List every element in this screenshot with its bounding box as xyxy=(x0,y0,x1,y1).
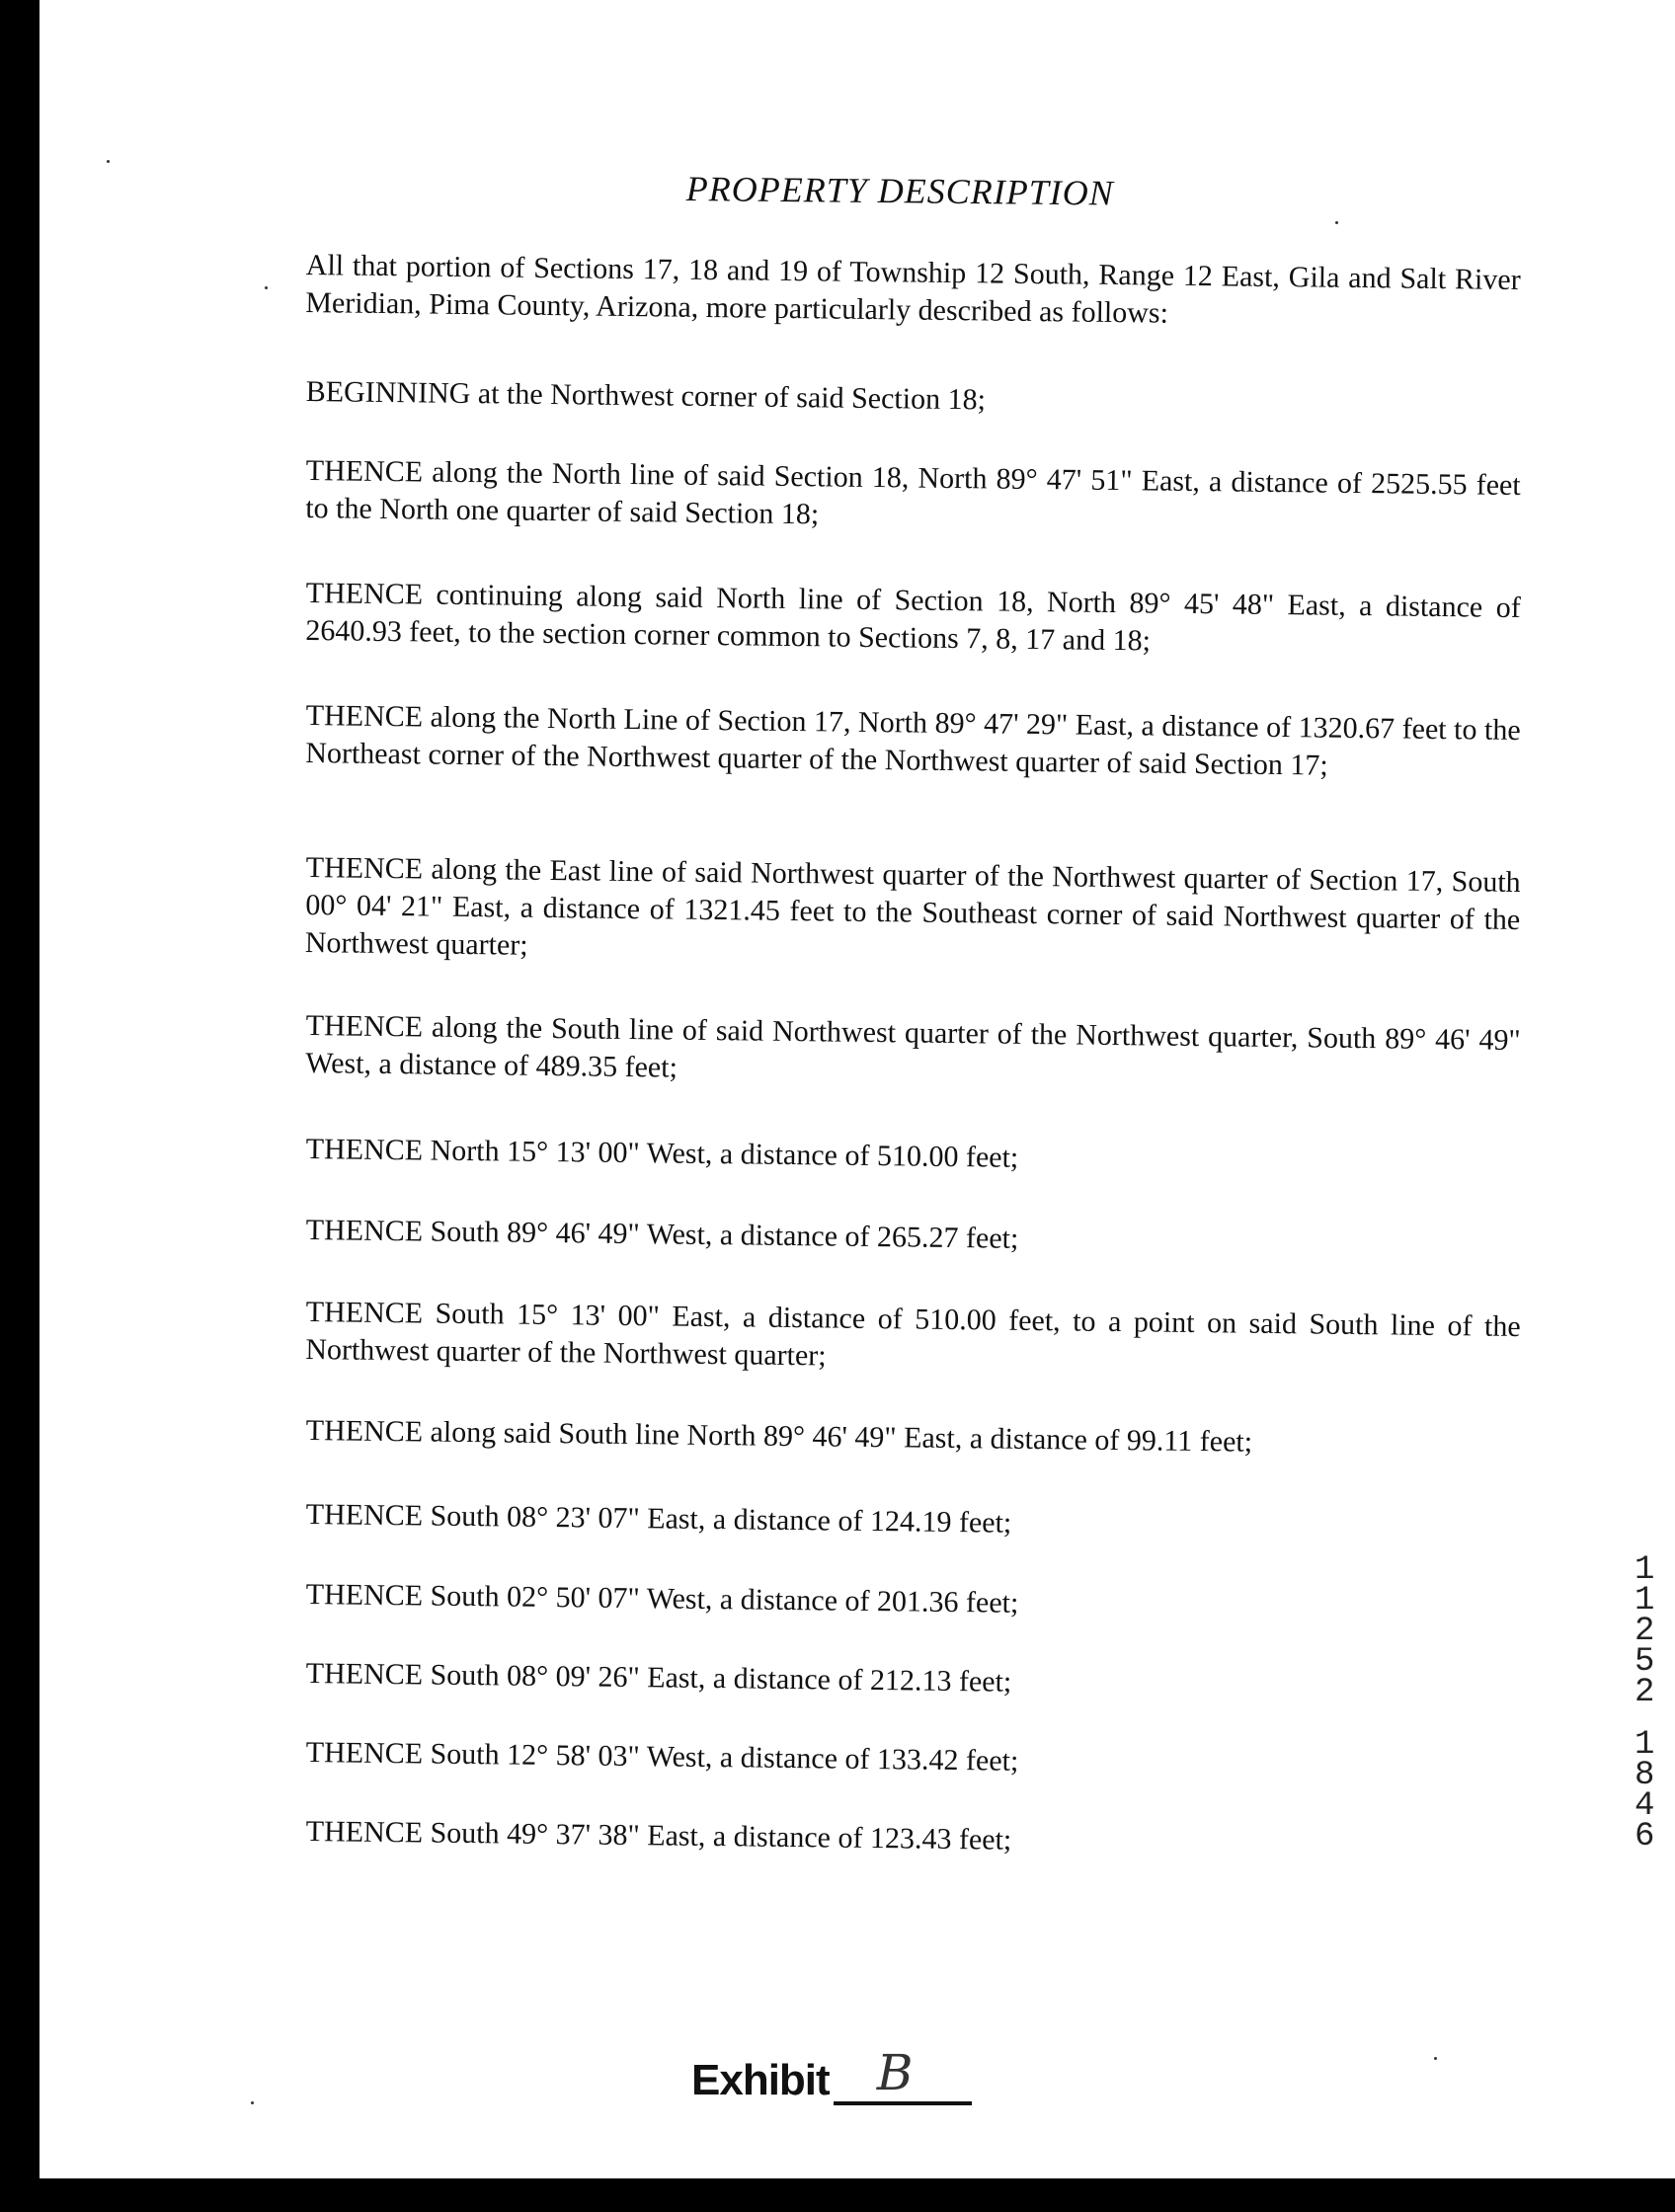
recording-stamp xyxy=(1635,1551,1664,1856)
paragraph-course: THENCE along the North line of said Section 18, North 89° 47' 51" East, a distance of 2525.55 feet to the North one quarter of said Section 18; xyxy=(305,453,1521,531)
paragraph-course: THENCE South 89° 46' 49" West, a distance of 265.27 feet; xyxy=(305,1213,1019,1255)
scan-left-edge xyxy=(0,0,40,2212)
paragraph-course: THENCE South 08° 09' 26" East, a distance of 212.13 feet; xyxy=(305,1656,1012,1698)
exhibit-handwritten-value: B xyxy=(876,2044,913,2101)
scan-speck xyxy=(1335,221,1338,224)
paragraph-course: THENCE South 15° 13' 00" East, a distance of 510.00 feet, to a point on said South line of the Northwest quarter of the Northwest quarter; xyxy=(305,1295,1521,1373)
scan-speck xyxy=(107,160,110,163)
paragraph-course: THENCE continuing along said North line of Section 18, North 89° 45' 48" East, a distance of 2640.93 feet, to the section corner common to Sections 7, 8, 17 and 18; xyxy=(305,576,1521,658)
exhibit-label: Exhibit xyxy=(691,2056,830,2104)
scan-bottom-edge xyxy=(0,2178,1675,2212)
paragraph-course: THENCE along said South line North 89° 46' 49" East, a distance of 99.11 feet; xyxy=(305,1413,1253,1459)
paragraph-intro: All that portion of Sections 17, 18 and 19 of Township 12 South, Range 12 East, Gila and Salt River Meridian, Pima County, Arizona, more particularly described as follows: xyxy=(305,248,1521,330)
paragraph-course: THENCE along the East line of said Northwest quarter of the Northwest quarter of Section 17, South 00° 04' 21" East, a distance of 1321.45 feet to the Southeast corner of said Northwest quarter of the Northwest quarter; xyxy=(304,850,1521,962)
scan-speck xyxy=(251,2101,254,2104)
recording-stamp-page: 1846 xyxy=(1635,1726,1655,1856)
scan-speck xyxy=(1434,2057,1437,2060)
paragraph-course: THENCE North 15° 13' 00" West, a distance of 510.00 feet; xyxy=(305,1132,1019,1174)
paragraph-course: THENCE South 49° 37' 38" East, a distance of 123.43 feet; xyxy=(305,1814,1012,1856)
paragraph-beginning: BEGINNING at the Northwest corner of said Section 18; xyxy=(305,374,987,417)
paragraph-course: THENCE along the South line of said Northwest quarter of the Northwest quarter, South 89° 46' 49" West, a distance of 489.35 feet; xyxy=(305,1008,1521,1084)
exhibit-label-block xyxy=(691,2044,972,2105)
exhibit-blank-line xyxy=(834,2044,972,2105)
scan-speck xyxy=(265,286,268,289)
paragraph-course: THENCE along the North Line of Section 17, North 89° 47' 29" East, a distance of 1320.67 feet to the Northeast corner of the Northwest quarter of the Northwest quarter of said Section 17; xyxy=(305,698,1521,782)
recording-stamp-docket: 11252 xyxy=(1635,1551,1655,1711)
page-title: PROPERTY DESCRIPTION xyxy=(685,168,1114,213)
paragraph-course: THENCE South 12° 58' 03" West, a distance of 133.42 feet; xyxy=(305,1735,1019,1778)
paragraph-course: THENCE South 02° 50' 07" West, a distance of 201.36 feet; xyxy=(305,1577,1019,1620)
paragraph-course: THENCE South 08° 23' 07" East, a distance of 124.19 feet; xyxy=(305,1497,1012,1540)
